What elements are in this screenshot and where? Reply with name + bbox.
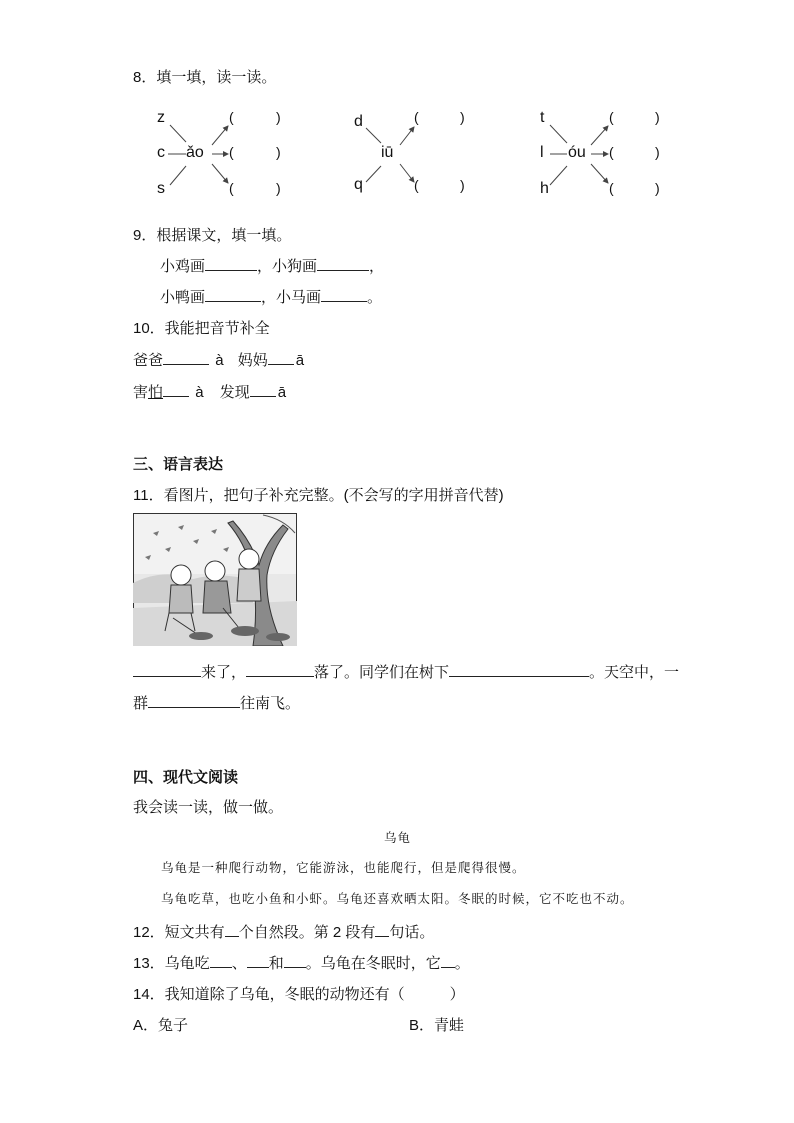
answer-blank[interactable] [210, 953, 232, 968]
sentence-text: 来了， [201, 664, 247, 681]
q13-text: 。乌龟在冬眠时，它 [305, 955, 441, 972]
q10-word: 妈妈 [237, 352, 268, 369]
q10-word: 爸爸 [133, 352, 164, 369]
option-a[interactable]: A．兔子 [133, 1017, 189, 1034]
answer-blank[interactable] [148, 693, 240, 708]
q10-word: 发现 [219, 384, 250, 401]
q13-text: 13．乌龟吃 [133, 955, 210, 972]
initial-h: h [540, 180, 549, 197]
q9-text: ，小马画 [261, 289, 322, 306]
initial-t: t [540, 109, 545, 126]
q12-text: 个自然段。第 2 段有 [238, 924, 376, 941]
q10-tone: à [215, 352, 224, 369]
q10-word: 怕 [148, 384, 164, 401]
story-title: 乌龟 [384, 830, 412, 845]
q12-text: 句话。 [389, 924, 435, 941]
blank-open: ( [609, 144, 614, 160]
q9-text: ，小狗画 [257, 258, 318, 275]
blank-close: ) [655, 180, 660, 196]
q10-tone: ā [277, 384, 287, 401]
final-center: iū [381, 144, 394, 161]
answer-blank[interactable] [250, 382, 276, 397]
q10-tone: ā [295, 352, 305, 369]
initial-l: l [540, 144, 544, 161]
final-center: óu [568, 144, 586, 161]
q10-line-2 [133, 381, 286, 402]
answer-blank[interactable] [163, 382, 189, 397]
answer-blank[interactable] [247, 953, 269, 968]
q9-title: 9．根据课文，填一填。 [133, 227, 292, 244]
answer-blank[interactable] [205, 256, 257, 271]
blank-open: ( [609, 180, 614, 196]
blank-close: ) [655, 144, 660, 160]
answer-blank[interactable] [246, 662, 314, 677]
q13 [133, 952, 470, 973]
blank-close: ) [655, 109, 660, 125]
sentence-text: 。天空中，一 [589, 664, 680, 681]
story-paragraph-2: 乌龟吃草，也吃小鱼和小虾。乌龟还喜欢晒太阳。冬眠的时候，它不吃也不动。 [161, 891, 634, 906]
sentence-text: 群 [133, 695, 149, 712]
blank-close: ) [276, 180, 281, 196]
q9-line-1 [160, 255, 384, 276]
initial-s: s [157, 180, 165, 197]
answer-blank[interactable] [284, 953, 306, 968]
story-paragraph-1: 乌龟是一种爬行动物，它能游泳，也能爬行，但是爬得很慢。 [161, 860, 526, 875]
autumn-illustration [133, 513, 297, 646]
initial-q: q [354, 176, 363, 193]
answer-blank[interactable] [133, 662, 201, 677]
option-b[interactable]: B．青蛙 [409, 1017, 465, 1034]
blank-close: ) [460, 177, 465, 193]
initial-d: d [354, 113, 363, 130]
initial-z: z [157, 109, 165, 126]
blank-open: ( [229, 180, 234, 196]
q8-title: 8．填一填，读一读。 [133, 69, 277, 86]
answer-blank[interactable] [317, 256, 369, 271]
q10-word: 害 [133, 384, 149, 401]
q9-text: 。 [367, 289, 383, 306]
answer-blank[interactable] [205, 287, 261, 302]
q9-text: ， [369, 258, 385, 275]
initial-c: c [157, 144, 165, 161]
blank-open: ( [229, 144, 234, 160]
reading-intro: 我会读一读，做一做。 [133, 799, 284, 816]
q11-title: 11．看图片，把句子补充完整。(不会写的字用拼音代替) [133, 487, 504, 504]
answer-blank[interactable] [321, 287, 367, 302]
q10-tone: à [195, 384, 204, 401]
blank-open: ( [229, 109, 234, 125]
q13-text: 和 [268, 955, 284, 972]
q12-text: 12．短文共有 [133, 924, 225, 941]
answer-blank[interactable] [225, 922, 239, 937]
answer-blank[interactable] [375, 922, 389, 937]
section-4-heading: 四、现代文阅读 [133, 769, 239, 786]
diagram-arrows [0, 0, 794, 220]
q10-title: 10．我能把音节补全 [133, 320, 270, 337]
q9-line-2 [160, 286, 382, 307]
blank-close: ) [276, 144, 281, 160]
answer-blank[interactable] [163, 350, 209, 365]
q9-text: 小鸡画 [160, 258, 206, 275]
blank-close: ) [276, 109, 281, 125]
q11-sentence-line-2 [133, 692, 300, 713]
final-center: ǎo [186, 144, 204, 161]
q10-line-1 [133, 349, 304, 370]
blank-open: ( [414, 109, 419, 125]
q12 [133, 921, 434, 942]
blank-open: ( [414, 177, 419, 193]
q14: 14．我知道除了乌龟，冬眠的动物还有（ ） [133, 986, 465, 1003]
blank-close: ) [460, 109, 465, 125]
sentence-text: 落了。同学们在树下 [314, 664, 450, 681]
answer-blank[interactable] [268, 350, 294, 365]
q9-text: 小鸭画 [160, 289, 206, 306]
q11-sentence-line-1 [133, 661, 679, 682]
q13-text: 。 [454, 955, 470, 972]
q13-text: 、 [231, 955, 247, 972]
sentence-text: 往南飞。 [240, 695, 301, 712]
answer-blank[interactable] [441, 953, 455, 968]
answer-blank[interactable] [449, 662, 589, 677]
blank-open: ( [609, 109, 614, 125]
section-3-heading: 三、语言表达 [133, 456, 224, 473]
